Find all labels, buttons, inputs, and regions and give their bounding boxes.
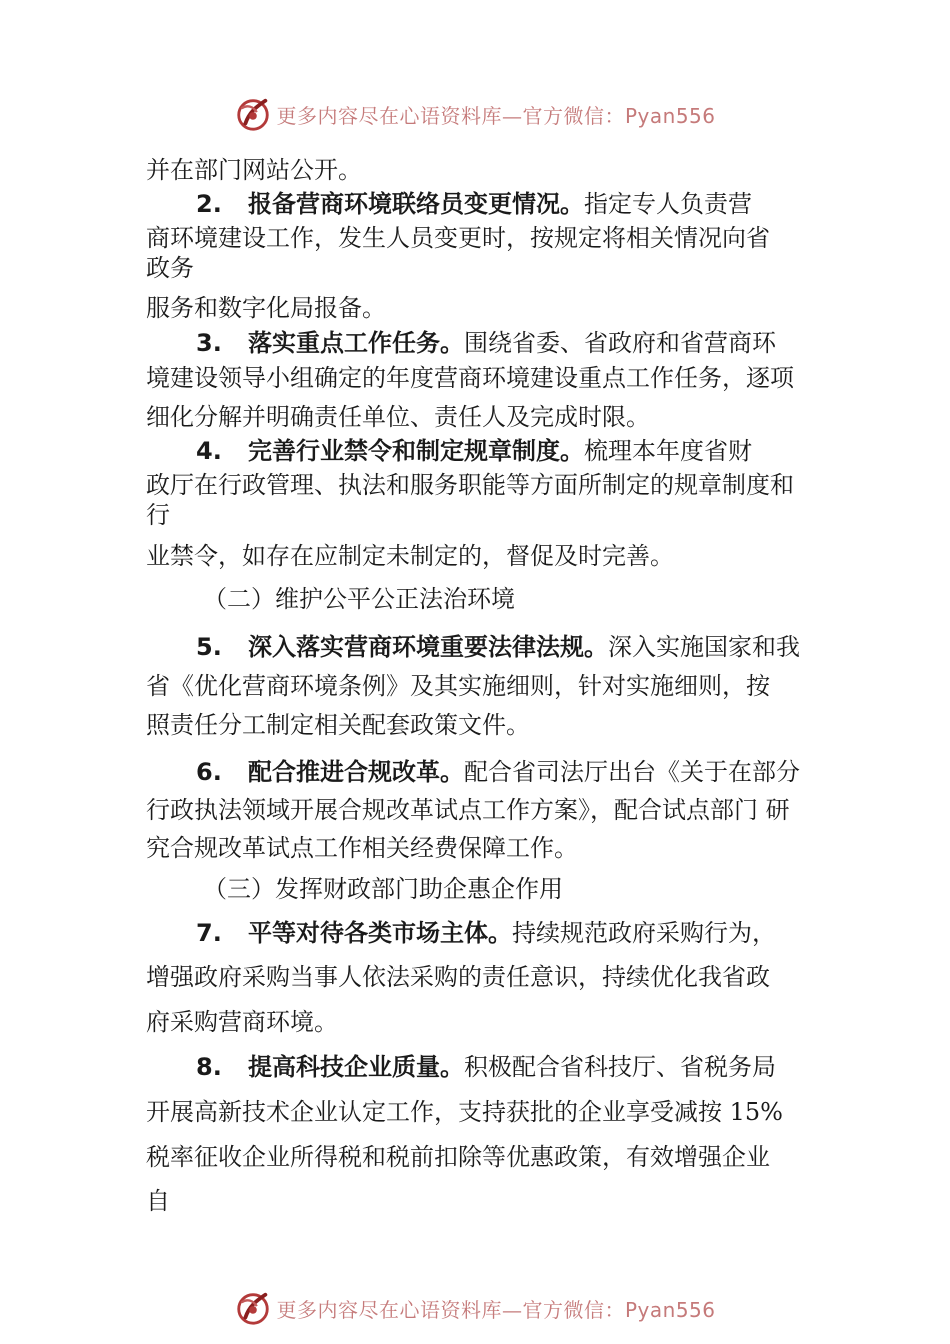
text-line: 政务 bbox=[146, 254, 194, 282]
item-heading: 完善行业禁令和制定规章制度。 bbox=[248, 437, 584, 465]
wechat-id: Pyan556 bbox=[624, 103, 716, 128]
item-number: 5. bbox=[196, 633, 222, 661]
header-banner bbox=[0, 92, 950, 136]
item-4 bbox=[196, 436, 752, 466]
text-line: 自 bbox=[146, 1187, 170, 1215]
text-line: 行 bbox=[146, 501, 170, 529]
item-heading: 配合推进合规改革。 bbox=[248, 758, 464, 786]
item-6 bbox=[196, 757, 800, 787]
item-number: 4. bbox=[196, 437, 222, 465]
logo-icon bbox=[234, 95, 272, 133]
item-heading: 深入落实营商环境重要法律法规。 bbox=[248, 633, 608, 661]
section-heading: （三）发挥财政部门助企惠企作用 bbox=[203, 875, 563, 903]
item-3 bbox=[196, 328, 776, 358]
item-number: 8. bbox=[196, 1053, 222, 1081]
item-text: 围绕省委、省政府和省营商环 bbox=[464, 329, 776, 357]
text-line: 增强政府采购当事人依法采购的责任意识，持续优化我省政 bbox=[146, 963, 770, 991]
item-heading: 报备营商环境联络员变更情况。 bbox=[248, 190, 584, 218]
item-number: 3. bbox=[196, 329, 222, 357]
item-text: 持续规范政府采购行为， bbox=[512, 919, 776, 947]
text-line: 行政执法领域开展合规改革试点工作方案》，配合试点部门 研 bbox=[146, 796, 790, 824]
text-line: 商环境建设工作，发生人员变更时，按规定将相关情况向省 bbox=[146, 224, 770, 252]
item-heading: 平等对待各类市场主体。 bbox=[248, 919, 512, 947]
logo-icon bbox=[234, 1289, 272, 1327]
text-line: 境建设领导小组确定的年度营商环境建设重点工作任务，逐项 bbox=[146, 364, 794, 392]
text-line: 税率征收企业所得税和税前扣除等优惠政策，有效增强企业 bbox=[146, 1143, 770, 1171]
text-line: 开展高新技术企业认定工作，支持获批的企业享受减按 15% bbox=[146, 1098, 783, 1126]
text-line: 细化分解并明确责任单位、责任人及完成时限。 bbox=[146, 403, 650, 431]
item-text: 指定专人负责营 bbox=[584, 190, 752, 218]
item-8 bbox=[196, 1052, 776, 1082]
banner-text: 更多内容尽在心语资料库—官方微信：Pyan556 bbox=[276, 103, 716, 128]
item-number: 2. bbox=[196, 190, 222, 218]
item-2 bbox=[196, 189, 752, 219]
item-heading: 提高科技企业质量。 bbox=[248, 1053, 464, 1081]
banner-text: 更多内容尽在心语资料库—官方微信：Pyan556 bbox=[276, 1297, 716, 1322]
text-line: 政厅在行政管理、执法和服务职能等方面所制定的规章制度和 bbox=[146, 471, 794, 499]
text-line: 并在部门网站公开。 bbox=[146, 156, 362, 184]
wechat-id: Pyan556 bbox=[624, 1297, 716, 1322]
item-text: 梳理本年度省财 bbox=[584, 437, 752, 465]
text-line: 照责任分工制定相关配套政策文件。 bbox=[146, 711, 530, 739]
item-text: 积极配合省科技厅、省税务局 bbox=[464, 1053, 776, 1081]
item-number: 6. bbox=[196, 758, 222, 786]
section-heading: （二）维护公平公正法治环境 bbox=[203, 585, 515, 613]
text-line: 业禁令，如存在应制定未制定的，督促及时完善。 bbox=[146, 542, 674, 570]
item-7 bbox=[196, 918, 776, 948]
item-heading: 落实重点工作任务。 bbox=[248, 329, 464, 357]
text-line: 省《优化营商环境条例》及其实施细则，针对实施细则，按 bbox=[146, 672, 770, 700]
text-line: 府采购营商环境。 bbox=[146, 1008, 338, 1036]
text-line: 究合规改革试点工作相关经费保障工作。 bbox=[146, 834, 578, 862]
item-text: 配合省司法厅出台《关于在部分 bbox=[464, 758, 800, 786]
item-text: 深入实施国家和我 bbox=[608, 633, 800, 661]
footer-banner bbox=[0, 1286, 950, 1330]
text-line: 服务和数字化局报备。 bbox=[146, 294, 386, 322]
item-number: 7. bbox=[196, 919, 222, 947]
item-5 bbox=[196, 632, 800, 662]
